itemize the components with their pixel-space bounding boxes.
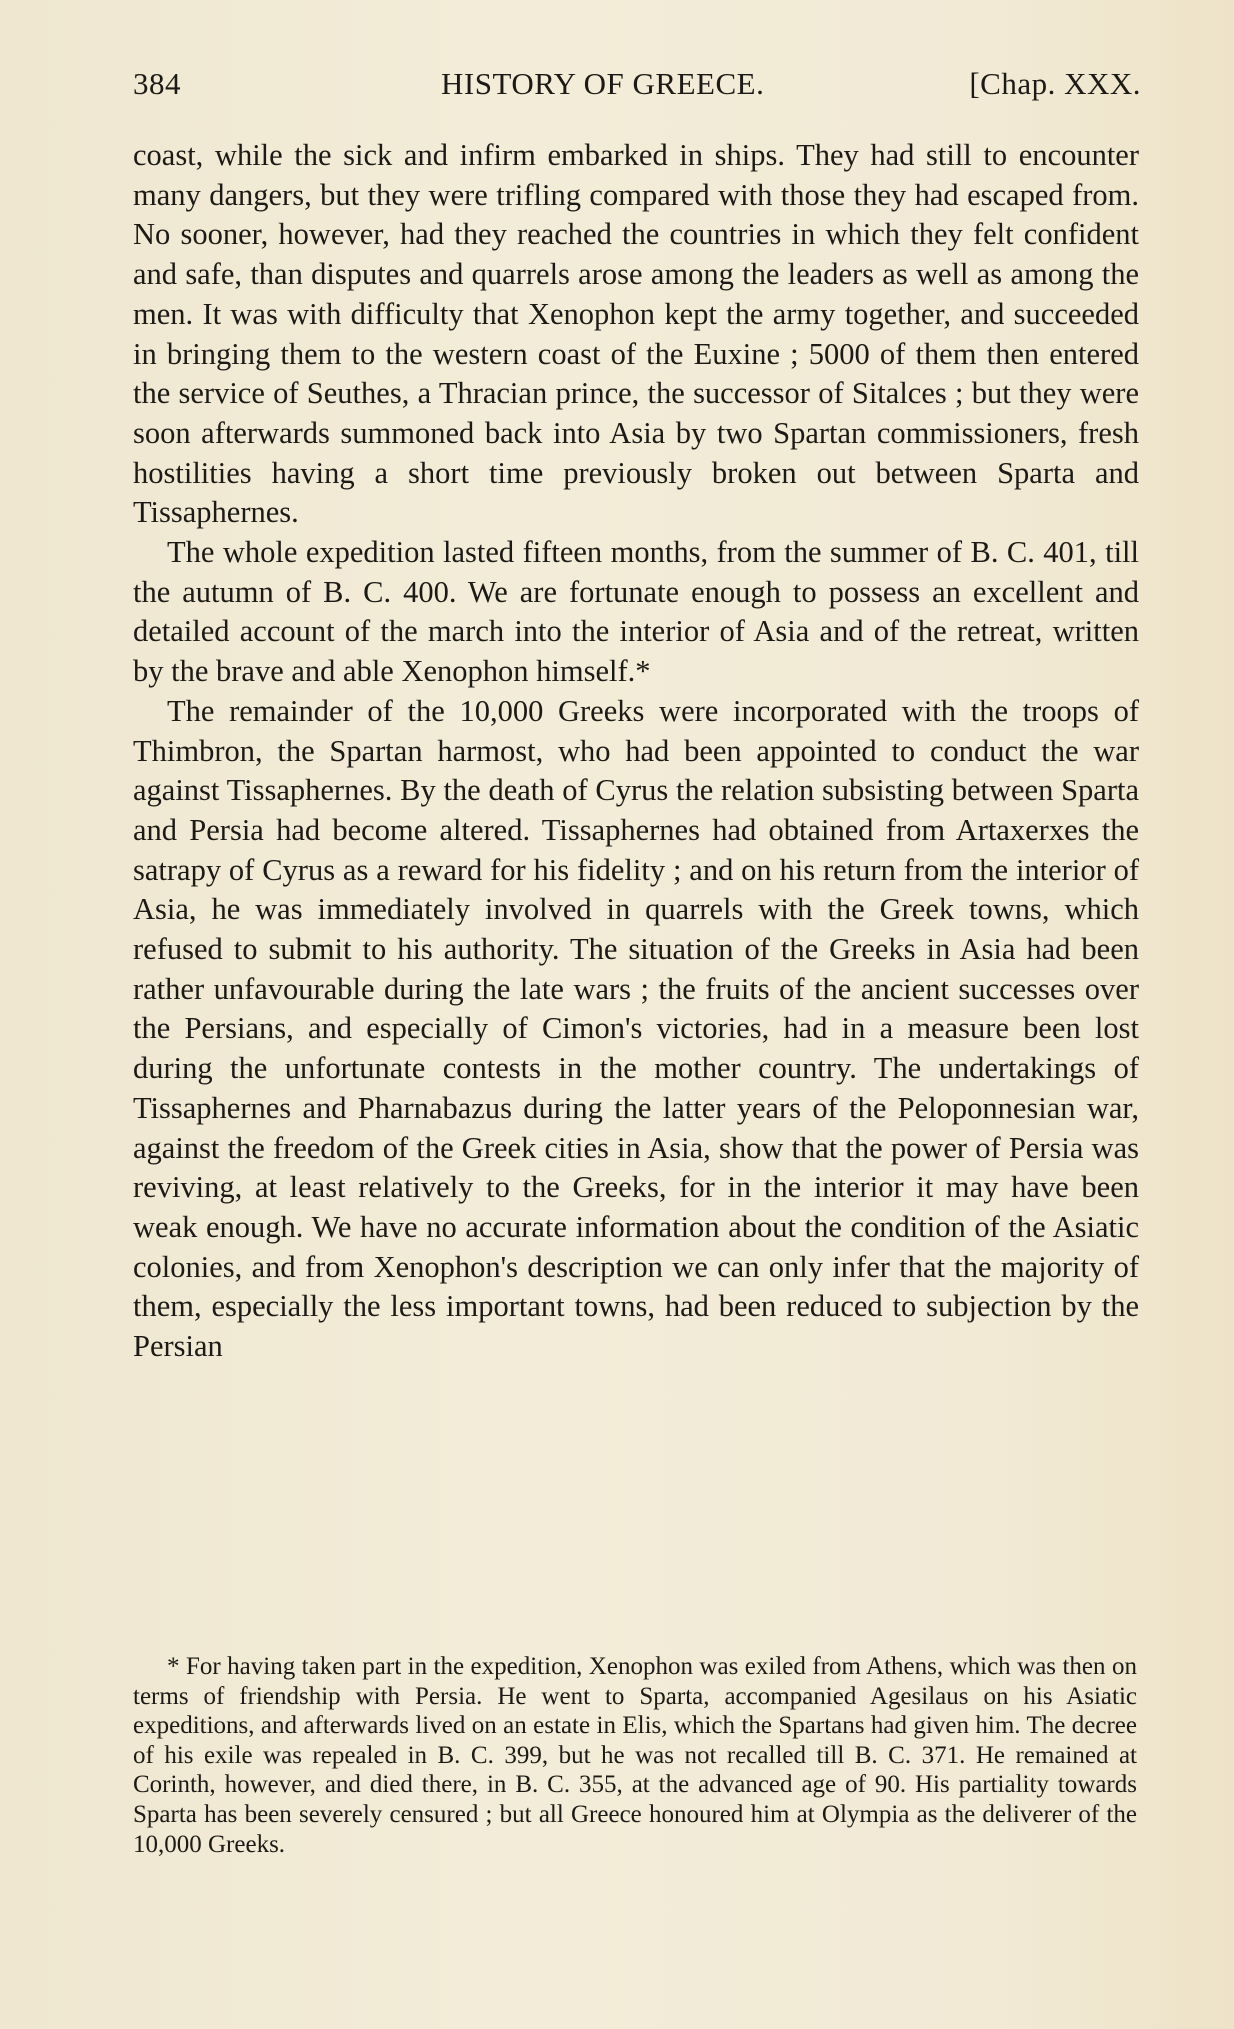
page-number: 384 [133,66,181,101]
running-header [133,66,1141,106]
paragraph-expedition: The whole expedition lasted fifteen months, from the summer of B. C. 401, till the autumn of B. C. 400. We are fortunate enough to possess an excellent and detailed account of the march into the interior of Asia and of the retreat, written by the brave and able Xenophon himself.* [133,535,1139,689]
footnote-text: * For having taken part in the expedition, Xenophon was exiled from Athens, which was then on terms of friendship with Persia. He went to Sparta, accompanied Agesilaus on his Asiatic expeditions, and afterwards lived on an estate in Elis, which the Spartans had given him. The decree of his exile was repealed in B. C. 399, but he was not recalled till B. C. 371. He remained at Corinth, however, and died there, in B. C. 355, at the advanced age of 90. His partiality towards Sparta has been severely censured ; but all Greece honoured him at Olympia as the deliverer of the 10,000 Greeks. [133,1653,1137,1858]
chapter-reference: [Chap. XXX. [969,66,1141,101]
main-text [133,136,1139,1367]
paragraph-thimbron: The remainder of the 10,000 Greeks were incorporated with the troops of Thimbron, the Spartan harmost, who had been appointed to conduct the war against Tissaphernes. By the death of Cyrus the relation subsisting between Sparta and Persia had become altered. Tissaphernes had obtained from Artaxerxes the satrapy of Cyrus as a reward for his fidelity ; and on his return from the interior of Asia, he was immediately involved in quarrels with the Greek towns, which refused to submit to his authority. The situation of the Greeks in Asia had been rather unfavourable during the late wars ; the fruits of the ancient successes over the Persians, and especially of Cimon's victories, had in a measure been lost during the unfortunate contests in the mother country. The undertakings of Tissaphernes and Pharnabazus during the latter years of the Peloponnesian war, against the freedom of the Greek cities in Asia, show that the power of Persia was reviving, at least relatively to the Greeks, for in the interior it may have been weak enough. We have no accurate information about the condition of the Asiatic colonies, and from Xenophon's description we can only infer that the majority of them, especially the less important towns, had been reduced to subjection by the Persian [133,693,1139,1364]
running-title: HISTORY OF GREECE. [441,66,765,101]
paragraph-continued: coast, while the sick and infirm embarked in ships. They had still to encounter many dangers, but they were trifling compared with those they had escaped from. No sooner, however, had they reached the countries in which they felt confident and safe, than disputes and quarrels arose among the leaders as well as among the men. It was with difficulty that Xenophon kept the army together, and succeeded in bringing them to the western coast of the Euxine ; 5000 of them then entered the service of Seuthes, a Thracian prince, the successor of Sitalces ; but they were soon afterwards summoned back into Asia by two Spartan commissioners, fresh hostilities having a short time previously broken out between Sparta and Tissaphernes. [133,138,1139,530]
footnote [133,1652,1137,1859]
